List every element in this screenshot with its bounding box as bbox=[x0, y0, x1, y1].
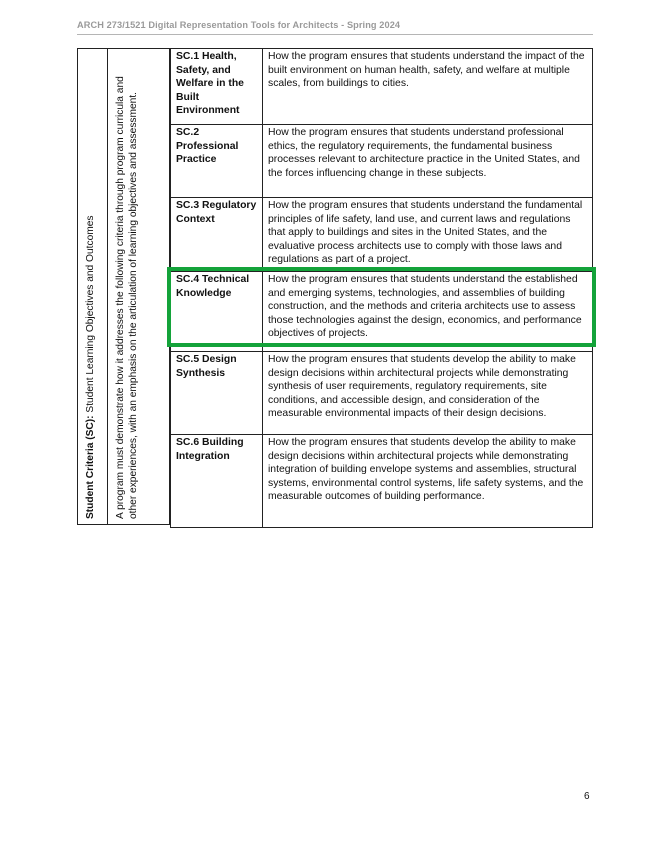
criteria-table bbox=[170, 48, 593, 528]
section-heading-bold: Student Criteria (SC): bbox=[85, 415, 96, 519]
criteria-row bbox=[171, 435, 593, 528]
header-divider bbox=[77, 34, 593, 35]
section-side-panel bbox=[77, 48, 170, 525]
criterion-code: SC.6 Building Integration bbox=[171, 435, 263, 528]
side-panel-divider bbox=[107, 49, 108, 524]
criterion-code: SC.1 Health, Safety, and Welfare in the Built Environment bbox=[171, 49, 263, 125]
criteria-row bbox=[171, 125, 593, 198]
criteria-row bbox=[171, 198, 593, 272]
criterion-description: How the program ensures that students understand the impact of the built environment on human health, safety, and welfare at multiple scales, from buildings to cities. bbox=[263, 49, 593, 125]
page-header: ARCH 273/1521 Digital Representation Tools for Architects - Spring 2024 bbox=[77, 20, 401, 30]
criterion-code: SC.3 Regulatory Context bbox=[171, 198, 263, 272]
section-heading bbox=[84, 54, 97, 519]
criterion-description: How the program ensures that students understand professional ethics, the regulatory requirements, the fundamental business processes relevant to architecture practice in the United States, and the forces influencing change in these subjects. bbox=[263, 125, 593, 198]
criterion-code: SC.5 Design Synthesis bbox=[171, 352, 263, 435]
section-description: A program must demonstrate how it addresses the following criteria through program curricula and other experiences, with an emphasis on the articulation of learning objectives and assessment. bbox=[115, 76, 140, 519]
criterion-code: SC.2 Professional Practice bbox=[171, 125, 263, 198]
page-number: 6 bbox=[584, 791, 590, 802]
criterion-description: How the program ensures that students understand the established and emerging systems, technologies, and assemblies of building construction, and the methods and criteria architects use to assess those technologies against the design, economics, and performance objectives of projects. bbox=[263, 272, 593, 352]
criterion-description: How the program ensures that students develop the ability to make design decisions within architectural projects while demonstrating synthesis of user requirements, regulatory requirements, site conditions, and accessible design, and consideration of the measurable environmental impacts of their design decisions. bbox=[263, 352, 593, 435]
criterion-description: How the program ensures that students develop the ability to make design decisions within architectural projects while demonstrating integration of building envelope systems and assemblies, structural systems, environmental control systems, life safety systems, and the measurable outcomes of building performance. bbox=[263, 435, 593, 528]
criteria-row bbox=[171, 352, 593, 435]
criteria-row-highlighted bbox=[171, 272, 593, 352]
criterion-code: SC.4 Technical Knowledge bbox=[171, 272, 263, 352]
criteria-row bbox=[171, 49, 593, 125]
section-heading-rest: Student Learning Objectives and Outcomes bbox=[85, 215, 96, 416]
criterion-description: How the program ensures that students understand the fundamental principles of life safety, land use, and current laws and regulations that apply to buildings and sites in the United States, and the evaluative process architects use to comply with those laws and regulations as part of a project. bbox=[263, 198, 593, 272]
